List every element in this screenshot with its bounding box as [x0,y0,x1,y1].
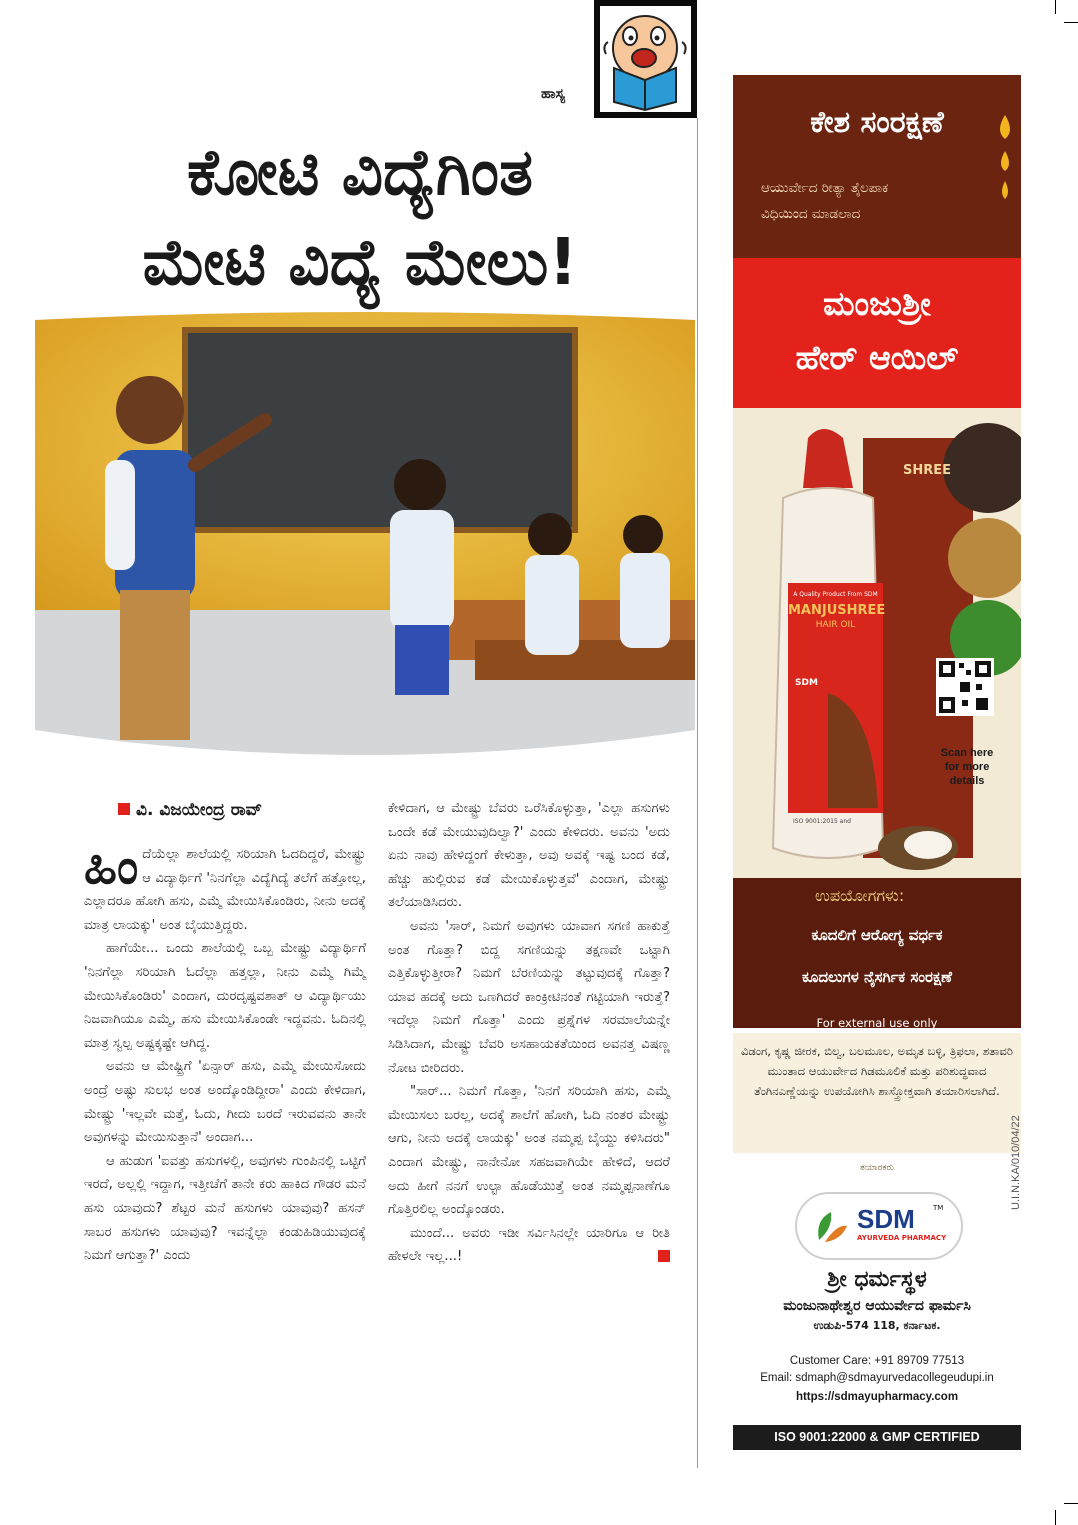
bottle-brand: MANJUSHREE [788,603,886,618]
logo-subtext: AYURVEDA PHARMACY [857,1234,947,1242]
product-name-line-1: ಮಂಜುಶ್ರೀ [823,284,931,323]
maker-label: ತಯಾರಕರು [859,1163,895,1173]
iso-certification-banner: ISO 9001:22000 & GMP CERTIFIED [733,1425,1021,1450]
hair-oil-bottle-illustration [733,408,1021,878]
author-name: ವಿ. ವಿಜಯೇಂದ್ರ ರಾವ್ [136,800,263,820]
bottle-quality-text: A Quality Product From SDM [793,591,878,598]
article-paragraph: ಮುಂದೆ... ಅವರು ಇಡೀ ಸರ್ವಿಸಿನಲ್ಲೇ ಯಾರಿಗೂ ಆ ರೀತಿ ಹೇಳಲೇ ಇಲ್ಲ...! [388,1225,670,1265]
byline [118,800,262,820]
article-paragraph: ಅವನು 'ಸಾರ್, ನಿಮಗೆ ಅವುಗಳು ಯಾವಾಗ ಸಗಣಿ ಹಾಕುತ್ತೆ ಅಂತ ಗೊತ್ತಾ? ಬಿದ್ದ ಸಗಣಿಯನ್ನು ತಕ್ಷಣವೇ ಒಟ್ಟಾಗಿ ಎತ್ತಿಕೊಳ್ಳುತ್ತೀರಾ? ನಿಮಗೆ ಬೆರಣಿಯನ್ನು ತಟ್ಟುವುದಕ್ಕೆ ಗೊತ್ತಾ? ಯಾವ ಹದಕ್ಕೆ ಅದು ಒಣಗಿದರೆ ಕಾಂಕ್ರೀಟಿನಂತೆ ಗಟ್ಟಿಯಾಗಿ ಇರುತ್ತೆ? ಇದೆಲ್ಲಾ ನಿಮಗೆ ಗೊತ್ತಾ' ಎಂದು ಪ್ರಶ್ನೆಗಳ ಸರಮಾಲೆಯನ್ನೇ ಸಿಡಿಸಿದಾಗ, ಮೇಷ್ಟ್ರು ಬೆವರಿ ಅಸಹಾಯಕತೆಯಿಂದ ಅವನತ್ತ ವಿಷಣ್ಣ ನೋಟ ಬೀರಿದರು. [388,918,670,1076]
column-divider [697,118,698,1468]
organization-name [733,1265,1021,1335]
ad-uses-panel [733,878,1021,1028]
hair-oil-advertisement [733,75,1021,1450]
uses-heading: ಉಪಯೋಗಗಳು: [815,886,905,905]
oil-drop-icon [995,115,1015,205]
crop-mark [1055,0,1056,14]
ad-header [733,75,1021,258]
byline-marker [118,803,130,815]
article-paragraph: ಹಿಂದೆಯೆಲ್ಲಾ ಶಾಲೆಯಲ್ಲಿ ಸರಿಯಾಗಿ ಓದದಿದ್ದರೆ, ಮೇಷ್ಟ್ರು ಆ ವಿದ್ಯಾರ್ಥಿಗೆ 'ನಿನಗೆಲ್ಲಾ ವಿದ್ಯೆಗಿದ್ಯೆ ತಲೆಗೆ ಹತ್ತೋಲ್ಲ, ಎಲ್ಲಾದರೂ ಹೋಗಿ ಹಸು, ಎಮ್ಮೆ ಮೇಯಿಸಿಕೊಂಡಿರು, ನೀನು ಅದಕ್ಕೆ ಮಾತ್ರ ಲಾಯಕ್ಕು' ಅಂತ ಬೈಯುತ್ತಿದ್ದರು. [84,839,366,933]
ingredients-text: ವಿಡಂಗ, ಕೃಷ್ಣ ಜೀರಕ, ಬಿಲ್ವ, ಬಲಮೂಲ, ಅಮೃತ ಬಳ್ಳಿ, ತ್ರಿಫಲಾ, ಶತಾವರಿ ಮುಂತಾದ ಆಯುರ್ವೇದ ಗಿಡಮೂಲಿಕೆ ಮತ್ತು ಪರಿಶುದ್ಧವಾದ ತೆಂಗಿನಎಣ್ಣೆಯನ್ನು ಉಪಯೋಗಿಸಿ ಶಾಸ್ತ್ರೋಕ್ತವಾಗಿ ತಯಾರಿಸಲಾಗಿದೆ. [733,1033,1021,1153]
crop-mark [1055,1510,1056,1525]
laughing-reader-icon [600,6,691,112]
qr-code-icon[interactable] [936,658,994,716]
website-link[interactable]: https://sdmayupharmacy.com [795,1391,959,1403]
article-paragraph: ಆ ಹುಡುಗ 'ಐವತ್ತು ಹಸುಗಳಲ್ಲಿ, ಅವುಗಳು ಗುಂಪಿನಲ್ಲಿ ಒಟ್ಟಿಗೆ ಇರದೆ, ಅಲ್ಲಲ್ಲಿ ಇದ್ದಾಗ, ಇತ್ತೀಚೆಗೆ ತಾನೇ ಕರು ಹಾಕಿದ ಗೌಡರ ಮನೆ ಹಸು ಯಾವುದು? ಶೆಟ್ಟರ ಮನೆ ಹಸುಗಳು ಯಾವುವು? ಹಸನ್ ಸಾಬರ ಹಸುಗಳು ಯಾವುವು? ಇವನ್ನೆಲ್ಲಾ ಕಂಡುಹಿಡಿಯುವುದಕ್ಕೆ ನಿಮಗೆ ಆಗುತ್ತಾ?' ಎಂದು [84,1153,366,1264]
section-tab [594,0,697,118]
logo-tm: TM [933,1204,944,1212]
article-column-1 [84,839,366,1268]
bottle-logo: SDM [795,678,818,688]
section-label: ಹಾಸ್ಯ [541,86,566,102]
logo-text: SDM [857,1204,915,1234]
bottle-iso-text: ISO 9001:2015 and [793,818,851,825]
org-address: ಉಡುಪಿ-574 118, ಕರ್ನಾಟಕ. [813,1319,941,1332]
box-label: SHREE [903,463,952,478]
uin-code: U.I.N.KA/010/04/22 [1010,1115,1022,1210]
org-line-2: ಮಂಜುನಾಥೇಶ್ವರ ಆಯುರ್ವೇದ ಫಾರ್ಮಸಿ [783,1298,971,1314]
article-paragraph: "ಸಾರ್... ನಿಮಗೆ ಗೊತ್ತಾ, 'ನಿನಗೆ ಸರಿಯಾಗಿ ಹಸು, ಎಮ್ಮೆ ಮೇಯಿಸಲು ಬರಲ್ಲ, ಅದಕ್ಕೆ ಶಾಲೆಗೆ ಹೋಗಿ, ಓದಿ ನಂತರ ಮೇಷ್ಟ್ರು ಆಗು, ನೀನು ಅದಕ್ಕೆ ಲಾಯಕ್ಕು' ಅಂತ ನಮ್ಮಪ್ಪ ಬೈಯ್ದು ಕಳಿಸಿದರು" ಎಂದಾಗ ಮೇಷ್ಟ್ರು, ನಾನೇನೋ ಸಹಜವಾಗಿಯೇ ಹೇಳಿದೆ, ಆದರೆ ಅದು ಹೀಗೆ ನನಗೆ ಉಲ್ಟಾ ಹೊಡೆಯುತ್ತೆ ಅಂತ ನಮ್ಮಪ್ಪನಾಣೆಗೂ ಗೊತ್ತಿರಲಿಲ್ಲ ಅಂದ್ಕೊಂಡರು. [388,1084,670,1218]
qr-caption: Scan here for more details [940,747,994,787]
contact-email[interactable]: Email: sdmaph@sdmayurvedacollegeudupi.in [760,1372,994,1384]
bottle-type: HAIR OIL [815,620,856,630]
use-item: ಕೂದಲಿಗೆ ಆರೋಗ್ಯ ವರ್ಧಕ [811,926,943,944]
headline [40,128,680,308]
classroom-illustration [35,310,695,780]
article-paragraph: ಅವನು ಆ ಮೇಷ್ಟ್ರಿಗೆ 'ಏನ್ಸಾರ್ ಹಸು, ಎಮ್ಮೆ ಮೇಯಿಸೋದು ಅಂದ್ರೆ ಅಷ್ಟು ಸುಲಭ ಅಂತ ಅಂದ್ಕೊಂಡಿದ್ದೀರಾ' ಎಂದು ಕೇಳಿದಾಗ, ಮೇಷ್ಟ್ರು 'ಇಲ್ಲವೇ ಮತ್ತೆ, ಓದು, ಗೀದು ಬರದೆ ಇರುವವನು ತಾನೇ ಅವುಗಳನ್ನು ಮೇಯಿಸುತ್ತಾನೆ' ಅಂದಾಗ... [84,1059,366,1146]
crop-mark [1064,22,1078,23]
sdm-logo [795,1192,963,1260]
ad-product-name-panel [733,258,1021,408]
headline-line-2: ಮೇಟಿ ವಿದ್ಯೆ ಮೇಲು! [142,226,578,300]
product-name-line-2: ಹೇರ್ ಆಯಿಲ್ [795,338,959,377]
end-marker [658,1250,670,1262]
product-image-panel [733,408,1021,878]
crop-mark [1064,1503,1078,1504]
ad-subtitle: ಆಯುರ್ವೇದ ರೀತ್ಯಾ ತೈಲಪಾಕ ವಿಧಿಯಿಂದ ಮಾಡಲಾದ [761,180,889,222]
external-use-note: For external use only [816,1016,938,1030]
ad-title: ಕೇಶ ಸಂರಕ್ಷಣೆ [810,105,944,140]
article-paragraph: ಕೇಳಿದಾಗ, ಆ ಮೇಷ್ಟ್ರು ಬೆವರು ಒರೆಸಿಕೊಳ್ಳುತ್ತಾ, 'ಎಲ್ಲಾ ಹಸುಗಳು ಒಂದೇ ಕಡೆ ಮೇಯುವುದಿಲ್ವಾ?' ಎಂದು ಕೇಳಿದರು. ಅವನು 'ಅದು ಏನು ನಾವು ಹೇಳಿದ್ದಂಗೆ ಕೇಳುತ್ತಾ, ಅವು ಅವಕ್ಕೆ ಇಷ್ಟ ಬಂದ ಕಡೆ, ಹೆಚ್ಚು ಹುಲ್ಲಿರುವ ಕಡೆ ಮೇಯಿಕೊಳ್ಳುತ್ತವೆ' ಎಂದಾಗ, ಮೇಷ್ಟ್ರು ತಲೆಯಾಡಿಸಿದರು. [388,801,670,911]
drop-cap: ಹಿಂ [84,839,139,895]
customer-care: Customer Care: +91 89709 77513 [789,1355,965,1367]
leaf-logo-icon [811,1206,851,1246]
headline-line-1: ಕೋಟಿ ವಿದ್ಯೆಗಿಂತ [187,136,533,210]
article-column-2 [388,797,670,1269]
use-item: ಕೂದಲುಗಳ ನೈಸರ್ಗಿಕ ಸಂರಕ್ಷಣೆ [802,968,952,986]
org-line-1: ಶ್ರೀ ಧರ್ಮಸ್ಥಳ [827,1267,927,1292]
article-paragraph: ಹಾಗೆಯೇ... ಒಂದು ಶಾಲೆಯಲ್ಲಿ ಒಬ್ಬ ಮೇಷ್ಟ್ರು ವಿದ್ಯಾರ್ಥಿಗೆ 'ನಿನಗೆಲ್ಲಾ ಸರಿಯಾಗಿ ಓದೆಲ್ಲಾ ಹತ್ತಲ್ಲಾ, ನೀನು ಎಮ್ಮೆ ಗಿಮ್ಮೆ ಮೇಯಿಸಿಕೊಂಡಿರು' ಎಂದಾಗ, ದುರದೃಷ್ಟವಶಾತ್ ಆ ವಿದ್ಯಾರ್ಥಿಯು ನಿಜವಾಗಿಯೂ ಎಮ್ಮೆ, ಹಸು ಮೇಯಿಸಿಕೊಂಡೇ ಇದ್ದವನು. ಓದಿನಲ್ಲಿ ಮಾತ್ರ ಸ್ವಲ್ಪ ಅಷ್ಟಕ್ಕಷ್ಟೇ ಆಗಿದ್ದ. [84,941,366,1051]
